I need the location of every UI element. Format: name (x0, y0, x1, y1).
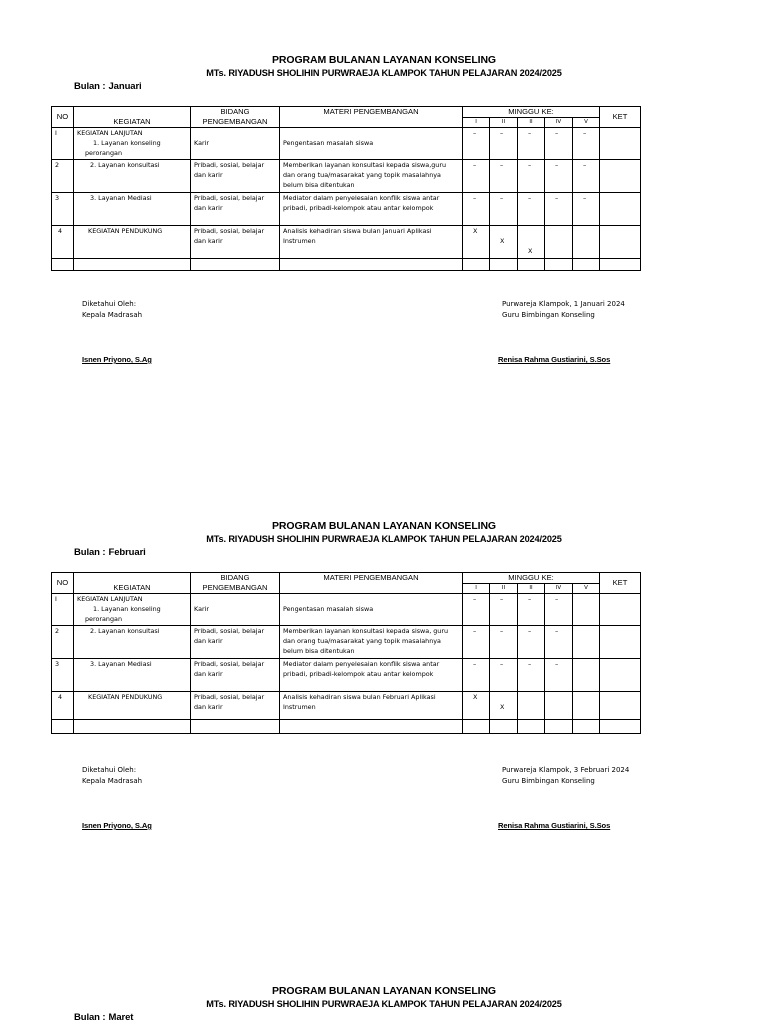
signature-left-line2: Kepala Madrasah (82, 311, 143, 319)
signature-name-right: Renisa Rahma Gustiarini, S.Sos (498, 355, 611, 364)
program-title: PROGRAM BULANAN LAYANAN KONSELING (271, 520, 497, 532)
header-bidang: BIDANG PENGEMBANGAN (191, 107, 280, 128)
kegiatan-head: KEGIATAN LANJUTAN (77, 129, 143, 137)
row-week-5 (573, 692, 600, 720)
month-value: Maret (108, 1012, 134, 1023)
row-week-4: – (545, 160, 573, 193)
signature-left-line1: Diketahui Oleh: (82, 300, 137, 308)
header-week-1: I (463, 584, 490, 594)
row-week-3: – (518, 659, 545, 692)
row-ket (600, 659, 641, 692)
signature-right (502, 299, 625, 321)
row-materi: Analisis kehadiran siswa bulan Januari Aplikasi Instrumen (280, 226, 463, 259)
kegiatan-cont: perorangan (85, 615, 123, 623)
row-week-2: – (490, 659, 518, 692)
header-materi: MATERI PENGEMBANGAN (280, 107, 463, 128)
header-week-4: IV (545, 118, 573, 128)
month-label (74, 547, 146, 558)
signature-right-line1: Purwareja Klampok, 3 Februari 2024 (502, 766, 630, 774)
row-week-4: – (545, 626, 573, 659)
row-ket (600, 226, 641, 259)
table-row (52, 128, 641, 160)
header-materi: MATERI PENGEMBANGAN (280, 573, 463, 594)
row-kegiatan (74, 594, 191, 626)
row-materi: Pengentasan masalah siswa (280, 128, 463, 160)
school-subtitle: MTs. RIYADUSH SHOLIHIN PURWRAEJA KLAMPOK TAHUN PELAJARAN 2024/2025 (206, 534, 562, 544)
row-bidang: Pribadi, sosial, belajar dan karir (191, 626, 280, 659)
row-week-1: – (463, 594, 490, 626)
row-materi: Mediator dalam penyelesaian konflik siswa antar pribadi, pribadi-kelompok atau antar kelompok (280, 659, 463, 692)
table-row (52, 594, 641, 626)
row-week-1: – (463, 659, 490, 692)
header-week-2: II (490, 584, 518, 594)
row-week-2: X (490, 692, 518, 720)
row-week-1: – (463, 626, 490, 659)
row-week-4: – (545, 128, 573, 160)
row-materi: Mediator dalam penyelesaian konflik siswa antar pribadi, pribadi-kelompok atau antar kelompok (280, 193, 463, 226)
signature-right-line2: Guru Bimbingan Konseling (502, 777, 595, 785)
program-table (51, 106, 641, 271)
row-ket (600, 692, 641, 720)
row-ket (600, 594, 641, 626)
row-week-4: – (545, 659, 573, 692)
row-week-5 (573, 659, 600, 692)
row-week-5 (573, 226, 600, 259)
header-week-5: V (573, 118, 600, 128)
program-title: PROGRAM BULANAN LAYANAN KONSELING (271, 54, 497, 66)
signature-right (502, 765, 629, 787)
row-materi: Memberikan layanan konsultasi kepada siswa,guru dan orang tua/masarakat yang topik masalahnya belum bisa ditentukan (280, 160, 463, 193)
row-week-5: – (573, 160, 600, 193)
row-ket (600, 626, 641, 659)
row-kegiatan: KEGIATAN PENDUKUNG (74, 692, 191, 720)
signature-left-line2: Kepala Madrasah (82, 777, 143, 785)
row-week-5: – (573, 193, 600, 226)
row-week-2: – (490, 626, 518, 659)
header-minggu: MINGGU KE: (463, 573, 600, 584)
program-table (51, 572, 641, 734)
header-kegiatan: KEGIATAN (74, 107, 191, 128)
school-subtitle: MTs. RIYADUSH SHOLIHIN PURWRAEJA KLAMPOK TAHUN PELAJARAN 2024/2025 (206, 68, 562, 78)
row-bidang: Karir (191, 128, 280, 160)
header-no: NO (52, 573, 74, 594)
row-ket (600, 160, 641, 193)
month-value: Februari (108, 547, 146, 558)
signature-name-right: Renisa Rahma Gustiarini, S.Sos (498, 821, 611, 830)
header-week-1: I (463, 118, 490, 128)
kegiatan-text: 1. Layanan konseling (93, 139, 161, 147)
row-no: 3 (52, 659, 74, 692)
header-no: NO (52, 107, 74, 128)
row-bidang: Pribadi, sosial, belajar dan karir (191, 226, 280, 259)
month-label (74, 81, 142, 92)
row-no: I (52, 128, 74, 160)
row-no: 2 (52, 626, 74, 659)
header-minggu: MINGGU KE: (463, 107, 600, 118)
row-week-1: – (463, 193, 490, 226)
header-kegiatan: KEGIATAN (74, 573, 191, 594)
row-week-3: – (518, 128, 545, 160)
table-row (52, 626, 641, 659)
row-week-3: X (518, 226, 545, 259)
signature-right-line1: Purwareja Klampok, 1 Januari 2024 (502, 300, 625, 308)
row-kegiatan: 3. Layanan Mediasi (74, 659, 191, 692)
row-week-2: – (490, 160, 518, 193)
row-week-5: – (573, 128, 600, 160)
month-label-text: Bulan : (74, 81, 106, 92)
table-row (52, 226, 641, 259)
month-label (74, 1012, 133, 1023)
row-week-2: – (490, 193, 518, 226)
header-week-3: II (518, 118, 545, 128)
row-ket (600, 128, 641, 160)
signature-left-line1: Diketahui Oleh: (82, 766, 137, 774)
row-week-3: – (518, 626, 545, 659)
row-week-2: – (490, 594, 518, 626)
school-subtitle: MTs. RIYADUSH SHOLIHIN PURWRAEJA KLAMPOK TAHUN PELAJARAN 2024/2025 (206, 999, 562, 1009)
row-week-2: – (490, 128, 518, 160)
row-no: 4 (52, 226, 74, 259)
month-label-text: Bulan : (74, 1012, 106, 1023)
signature-left (82, 299, 142, 321)
header-ket: KET (600, 573, 641, 594)
row-kegiatan (74, 128, 191, 160)
table-row (52, 160, 641, 193)
row-bidang: Pribadi, sosial, belajar dan karir (191, 193, 280, 226)
row-materi: Analisis kehadiran siswa bulan Februari Aplikasi Instrumen (280, 692, 463, 720)
row-week-1: X (463, 692, 490, 720)
row-bidang: Pribadi, sosial, belajar dan karir (191, 659, 280, 692)
header-bidang: BIDANG PENGEMBANGAN (191, 573, 280, 594)
table-row (52, 659, 641, 692)
row-week-1: – (463, 128, 490, 160)
table-row (52, 692, 641, 720)
row-week-2: X (490, 226, 518, 259)
header-week-5: V (573, 584, 600, 594)
row-week-1: X (463, 226, 490, 259)
row-week-5 (573, 594, 600, 626)
table-row-empty (52, 720, 641, 734)
row-no: I (52, 594, 74, 626)
row-no: 2 (52, 160, 74, 193)
row-week-4: – (545, 594, 573, 626)
kegiatan-text: 1. Layanan konseling (93, 605, 161, 613)
header-week-3: II (518, 584, 545, 594)
row-bidang: Pribadi, sosial, belajar dan karir (191, 692, 280, 720)
row-no: 3 (52, 193, 74, 226)
row-kegiatan: 3. Layanan Mediasi (74, 193, 191, 226)
row-week-5 (573, 626, 600, 659)
header-week-4: IV (545, 584, 573, 594)
row-kegiatan: 2. Layanan konsultasi (74, 160, 191, 193)
table-row (52, 193, 641, 226)
row-week-3: – (518, 193, 545, 226)
row-week-3: – (518, 594, 545, 626)
row-bidang: Karir (191, 594, 280, 626)
row-kegiatan: 2. Layanan konsultasi (74, 626, 191, 659)
signature-right-line2: Guru Bimbingan Konseling (502, 311, 595, 319)
kegiatan-head: KEGIATAN LANJUTAN (77, 595, 143, 603)
month-value: Januari (108, 81, 142, 92)
row-week-3: – (518, 160, 545, 193)
table-row-empty (52, 259, 641, 271)
row-week-4 (545, 692, 573, 720)
month-label-text: Bulan : (74, 547, 106, 558)
signature-left (82, 765, 142, 787)
row-no: 4 (52, 692, 74, 720)
row-week-1: – (463, 160, 490, 193)
row-ket (600, 193, 641, 226)
row-materi: Memberikan layanan konsultasi kepada siswa, guru dan orang tua/masarakat yang topik masalahnya belum bisa ditentukan (280, 626, 463, 659)
row-week-3 (518, 692, 545, 720)
kegiatan-cont: perorangan (85, 149, 123, 157)
row-week-4: – (545, 193, 573, 226)
signature-name-left: Isnen Priyono, S.Ag (82, 821, 152, 830)
row-kegiatan: KEGIATAN PENDUKUNG (74, 226, 191, 259)
row-week-4 (545, 226, 573, 259)
header-ket: KET (600, 107, 641, 128)
program-title: PROGRAM BULANAN LAYANAN KONSELING (271, 985, 497, 997)
header-week-2: II (490, 118, 518, 128)
signature-name-left: Isnen Priyono, S.Ag (82, 355, 152, 364)
row-bidang: Pribadi, sosial, belajar dan karir (191, 160, 280, 193)
row-materi: Pengentasan masalah siswa (280, 594, 463, 626)
